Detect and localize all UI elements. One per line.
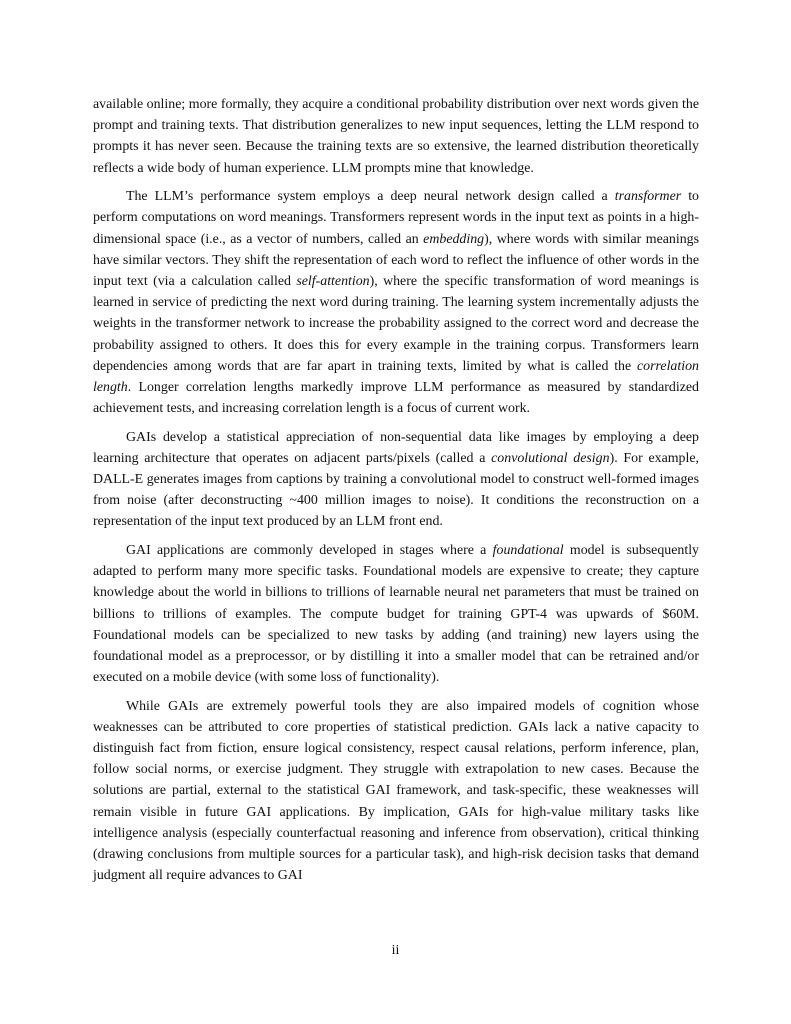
text-run: GAIs develop a statistical appreciation of non-sequential data like images by employing a deep learning architecture that operates on adjacent parts/pixels (called a — [93, 429, 699, 466]
italic-term: self-attention — [296, 273, 370, 289]
paragraph-1 — [93, 94, 699, 179]
body-text — [93, 94, 699, 887]
paragraph-2 — [93, 186, 699, 419]
text-run: to perform computations on word meanings. Transformers represent words in the input text as points in a high-dimensional space (i.e., as a vector of numbers, called an — [93, 189, 700, 247]
text-run: The LLM’s performance system employs a deep neural network design called a — [126, 189, 615, 205]
text-run: . Longer correlation lengths markedly improve LLM performance as measured by standardized achievement tests, and increasing correlation length is a focus of current work. — [93, 379, 699, 417]
text-run: model is subsequently adapted to perform many more specific tasks. Foundational models are expensive to create; they capture knowledge about the world in billions to trillions of learnable neural net parameters that must be trained on billions to trillions of examples. The compute budget for training GPT-4 was upwards of $60M. Foundational models can be specialized to new tasks by adding (and training) new layers using the foundational model as a preprocessor, or by distilling it into a smaller model that can be retrained and/or executed on a mobile device (with some loss of functionality). — [93, 542, 699, 686]
text-run: ), where the specific transformation of word meanings is learned in service of predicting the next word during training. The learning system incrementally adjusts the weights in the transformer network to increase the probability assigned to the correct word and decrease the probability assigned to others. It does this for every example in the training corpus. Transformers learn dependencies among words that are far apart in training texts, limited by what is called the — [93, 273, 700, 374]
text-run: ), where words with similar meanings have similar vectors. They shift the representation of each word to reflect the influence of other words in the input text (via a calculation called — [93, 231, 699, 289]
italic-term: convolutional design — [491, 450, 610, 466]
text-run: While GAIs are extremely powerful tools they are also impaired models of cognition whose weaknesses can be attributed to core properties of statistical prediction. GAIs lack a native capacity to distinguish fact from fiction, ensure logical consistency, respect causal relations, perform inference, plan, follow social norms, or exercise judgment. They struggle with extrapolation to new cases. Because the solutions are partial, external to the statistical GAI framework, and task-specific, these weaknesses will remain visible in future GAI applications. By implication, GAIs for high-value military tasks like intelligence analysis (especially counterfactual reasoning and inference from observation), critical thinking (drawing conclusions from multiple sources for a particular task), and high-risk decision tasks that demand judgment all require advances to GAI — [93, 698, 699, 884]
paragraph-4 — [93, 540, 699, 688]
text-run: GAI applications are commonly developed in stages where a — [126, 542, 493, 558]
paragraph-3 — [93, 427, 699, 533]
page-number: ii — [391, 943, 400, 958]
text-run: ). For example, DALL-E generates images from captions by training a convolutional model to construct well-formed images from noise (after deconstructing ~400 million images to noise). It conditions the reconstruction on a representation of the input text produced by an LLM front end. — [93, 450, 699, 530]
text-run: available online; more formally, they acquire a conditional probability distribution over next words given the prompt and training texts. That distribution generalizes to new input sequences, letting the LLM respond to prompts it has never seen. Because the training texts are so extensive, the learned distribution theoretically reflects a wide body of human experience. LLM prompts mine that knowledge. — [93, 97, 699, 176]
italic-term: foundational — [492, 542, 564, 558]
italic-term: embedding — [423, 231, 485, 247]
paragraph-5 — [93, 696, 699, 887]
italic-term: transformer — [614, 189, 682, 205]
italic-term: correlation length — [93, 358, 699, 395]
